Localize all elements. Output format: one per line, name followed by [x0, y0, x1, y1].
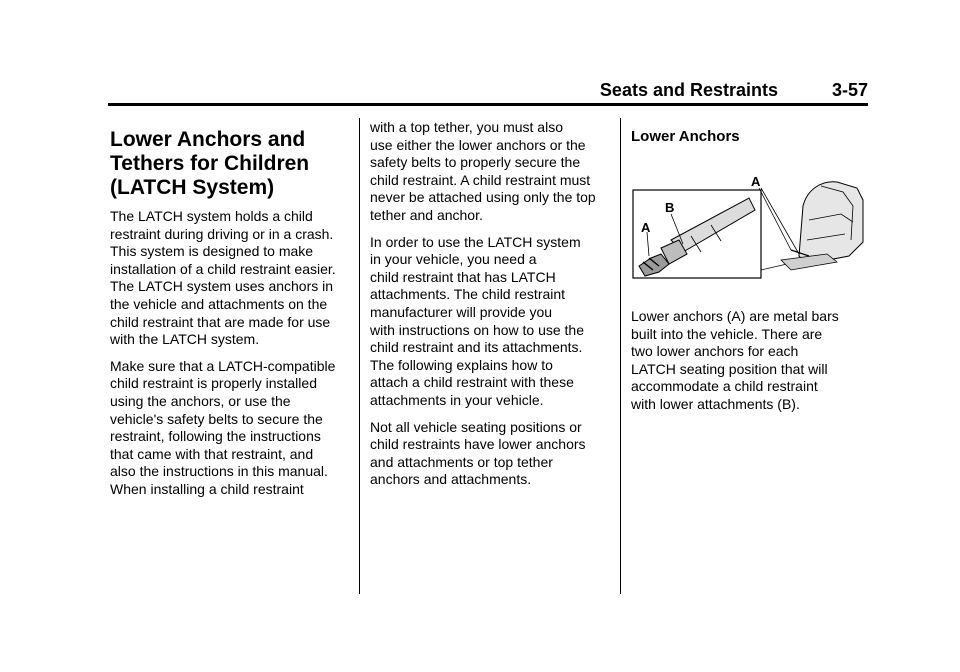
- column-1: [110, 128, 352, 508]
- leader-line-a-left: [647, 232, 649, 256]
- leader-line-a-right-2: [761, 188, 799, 254]
- text-line: The LATCH system holds a child: [110, 208, 313, 224]
- text-line: child restraints have lower anchors: [370, 436, 586, 453]
- section-title-line: Lower Anchors and: [110, 128, 306, 151]
- subsection-title: Lower Anchors: [631, 128, 740, 145]
- text-line: Not all vehicle seating positions or: [370, 418, 582, 435]
- paragraph-not-all-positions: [370, 419, 612, 489]
- text-line: installation of a child restraint easier.: [110, 260, 336, 277]
- text-line: child restraint is properly installed: [110, 375, 317, 392]
- text-line: in your vehicle, you need a: [370, 251, 537, 268]
- child-seat-graphic: [781, 182, 863, 270]
- text-line: with instructions on how to use the: [370, 321, 585, 338]
- text-line: using the anchors, or use the: [110, 392, 291, 409]
- text-line: built into the vehicle. There are: [631, 325, 823, 342]
- leader-line-a-right: [759, 188, 791, 250]
- text-line: In order to use the LATCH system: [370, 233, 581, 250]
- text-line: attach a child restraint with these: [370, 374, 574, 391]
- text-line: accommodate a child restraint: [631, 378, 818, 395]
- text-line: restraint during driving or in a crash.: [110, 225, 334, 242]
- paragraph-latch-intro: [110, 208, 352, 349]
- paragraph-top-tether: [370, 119, 612, 225]
- section-title-line: Tethers for Children: [110, 152, 310, 175]
- lower-anchors-illustration: [631, 170, 866, 282]
- text-line: child restraint and its attachments.: [370, 339, 583, 356]
- text-line: with lower attachments (B).: [631, 395, 800, 412]
- paragraph-using-latch: [370, 234, 612, 410]
- text-line: manufacturer will provide you: [370, 303, 553, 320]
- text-line: use either the lower anchors or the: [370, 136, 586, 153]
- figure-label-a-right: A: [751, 174, 761, 189]
- text-line: attachments. The child restraint: [370, 286, 566, 303]
- text-line: safety belts to properly secure the: [370, 154, 581, 171]
- column-divider-2: [620, 118, 621, 594]
- running-header: [108, 78, 868, 104]
- text-line: also the instructions in this manual.: [110, 463, 328, 480]
- section-title-line: (LATCH System): [110, 176, 275, 199]
- text-line: tether and anchor.: [370, 206, 483, 223]
- text-line: with the LATCH system.: [110, 331, 260, 348]
- text-line: LATCH seating position that will: [631, 360, 828, 377]
- text-line: attachments in your vehicle.: [370, 391, 544, 408]
- text-line: and attachments or top tether: [370, 453, 553, 470]
- header-rule: [108, 103, 868, 106]
- paragraph-latch-compatible: [110, 358, 352, 499]
- column-3: [631, 128, 873, 146]
- text-line: When installing a child restraint: [110, 480, 304, 497]
- text-line: with a top tether, you must also: [370, 119, 563, 135]
- text-line: anchors and attachments.: [370, 471, 532, 488]
- text-line: vehicle's safety belts to secure the: [110, 410, 323, 427]
- column-2: [370, 119, 612, 498]
- header-page-number: 3-57: [831, 80, 868, 100]
- paragraph-lower-anchors: [631, 308, 873, 414]
- text-line: the vehicle and attachments on the: [110, 295, 328, 312]
- latch-connector-graphic: [639, 198, 755, 276]
- figure-label-b: B: [665, 200, 675, 215]
- figure-label-a-left: A: [641, 220, 651, 235]
- column-3-body: [631, 308, 873, 423]
- text-line: Make sure that a LATCH-compatible: [110, 357, 336, 374]
- text-line: child restraint. A child restraint must: [370, 171, 591, 188]
- text-line: restraint, following the instructions: [110, 428, 321, 445]
- header-section-title: Seats and Restraints: [599, 80, 778, 100]
- section-title: [110, 128, 352, 200]
- text-line: The following explains how to: [370, 356, 553, 373]
- text-line: that came with that restraint, and: [110, 445, 314, 462]
- text-line: child restraint that has LATCH: [370, 268, 556, 285]
- column-divider-1: [359, 118, 360, 594]
- text-line: never be attached using only the top: [370, 189, 596, 206]
- text-line: child restraint that are made for use: [110, 313, 331, 330]
- text-line: The LATCH system uses anchors in: [110, 278, 334, 295]
- text-line: two lower anchors for each: [631, 343, 799, 360]
- text-line: Lower anchors (A) are metal bars: [631, 308, 839, 324]
- text-line: This system is designed to make: [110, 243, 314, 260]
